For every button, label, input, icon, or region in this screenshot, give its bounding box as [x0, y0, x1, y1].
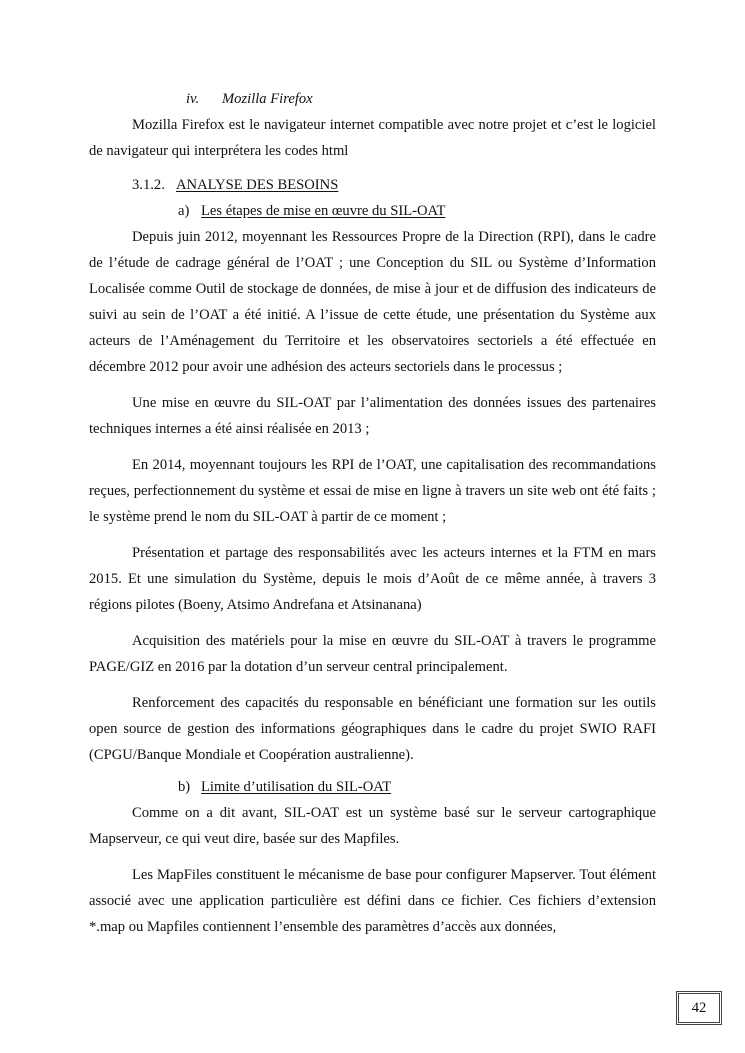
- paragraph-mise-en-oeuvre-2013: Une mise en œuvre du SIL-OAT par l’alimentation des données issues des partenaires techniques internes a été ainsi réalisée en 2013 ;: [89, 395, 656, 437]
- paragraph-acquisition-materiels: Acquisition des matériels pour la mise en œuvre du SIL-OAT à travers le programme PAGE/GIZ en 2016 par la dotation d’un serveur central principalement.: [89, 633, 656, 675]
- paragraph-renforcement-capacites: Renforcement des capacités du responsable en bénéficiant une formation sur les outils open source de gestion des informations géographiques dans le cadre du projet SWIO RAFI (CPGU/Banque Mondiale et Coopération australienne).: [89, 695, 656, 763]
- paragraph-presentation-2015: Présentation et partage des responsabilités avec les acteurs internes et la FTM en mars 2015. Et une simulation du Système, depuis le mois d’Août de ce même année, à travers 3 régions pilotes (Boeny, Atsimo Andrefana et Atsinanana): [89, 545, 656, 613]
- item-title: Les étapes de mise en œuvre du SIL-OAT: [201, 203, 446, 219]
- item-title: Limite d’utilisation du SIL-OAT: [201, 779, 392, 795]
- paragraph-mapserveur: Comme on a dit avant, SIL-OAT est un système basé sur le serveur cartographique Mapserveur, ce qui veut dire, basée sur des Mapfiles.: [89, 805, 656, 847]
- section-number: 3.1.2.: [132, 177, 165, 193]
- page-number-box: [676, 991, 722, 1025]
- paragraph-depuis-juin-2012: Depuis juin 2012, moyennant les Ressources Propre de la Direction (RPI), dans le cadre de l’étude de cadrage général de l’OAT ; une Conception du SIL ou Système d’Information Localisée comme Outil de stockage de données, de mise à jour et de diffusion des indicateurs de suivi au sein de l’OAT a été initié. A l’issue de cette étude, une présentation du Système aux acteurs de l’Aménagement du Territoire et les observatoires sectoriels a été effectuée en décembre 2012 pour avoir une adhésion des acteurs sectoriels dans le processus ;: [89, 229, 656, 375]
- paragraph-firefox: Mozilla Firefox est le navigateur internet compatible avec notre projet et c’est le logiciel de navigateur qui interprétera les codes html: [89, 117, 656, 159]
- page-content: [89, 86, 656, 940]
- sub-heading-mozilla-firefox: [186, 86, 656, 112]
- paragraph-mapfiles: Les MapFiles constituent le mécanisme de base pour configurer Mapserver. Tout élément associé avec une application particulière est défini dans ce fichier. Ces fichiers d’extension *.map ou Mapfiles contiennent l’ensemble des paramètres d’accès aux données,: [89, 867, 656, 935]
- sub-heading-title: Mozilla Firefox: [222, 91, 313, 107]
- sub-heading-number: iv.: [186, 91, 200, 107]
- item-number: b): [178, 779, 191, 795]
- paragraph-2014: En 2014, moyennant toujours les RPI de l’OAT, une capitalisation des recommandations reçues, perfectionnement du système et essai de mise en ligne à travers un site web ont été faits ; le système prend le nom du SIL-OAT à partir de ce moment ;: [89, 457, 656, 525]
- page-number: 42: [691, 999, 707, 1016]
- section-heading-analyse-des-besoins: [132, 172, 656, 198]
- item-heading-limite: [178, 774, 656, 800]
- section-title: ANALYSE DES BESOINS: [176, 177, 339, 193]
- item-number: a): [178, 203, 190, 219]
- item-heading-etapes: [178, 198, 656, 224]
